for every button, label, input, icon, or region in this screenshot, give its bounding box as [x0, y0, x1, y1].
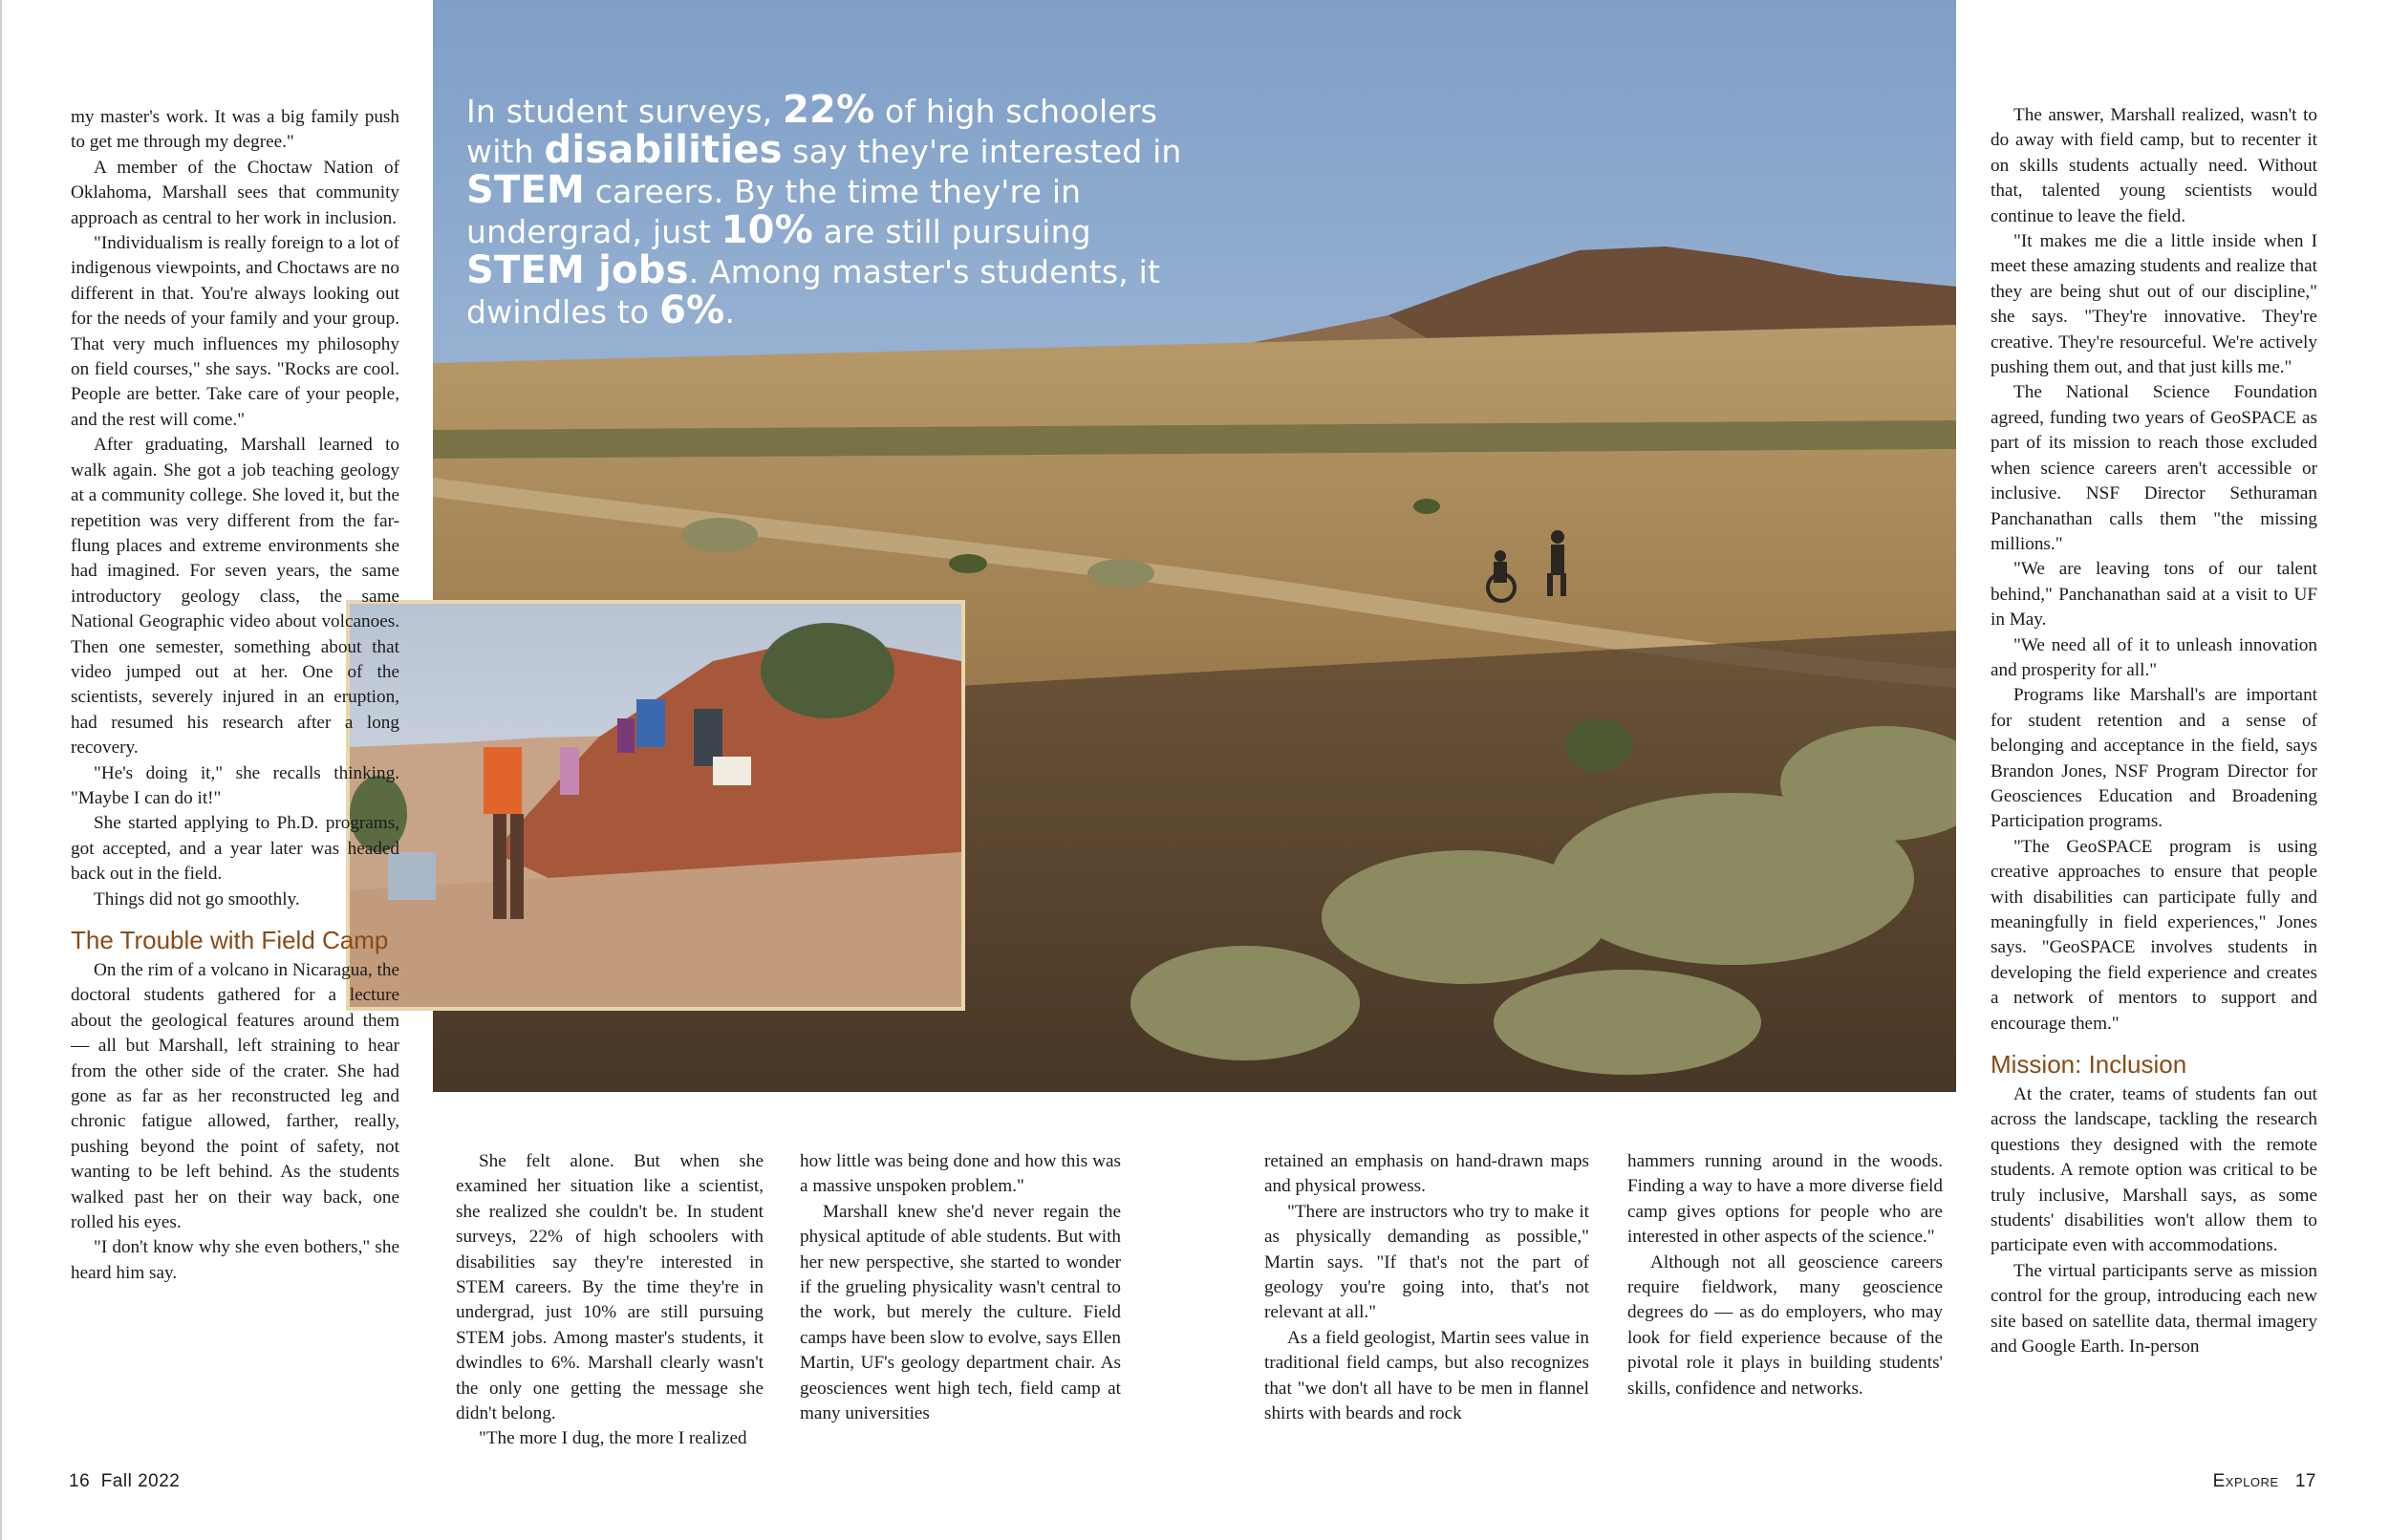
section-heading-trouble: The Trouble with Field Camp [71, 926, 389, 954]
col6-paragraph: Programs like Marshall's are important for student retention and a sense of belonging and acceptance in the field, says Brandon Jones, NSF Program Director for Geosciences Education and Broadening Participation programs. [1991, 685, 2317, 832]
pq-bold-4: 10% [721, 208, 813, 252]
col1-paragraph: A member of the Choctaw Nation of Oklahoma, Marshall sees that community approach as central to her work in inclusion. [71, 157, 399, 228]
column-3 [800, 1149, 1121, 1426]
col6-paragraph: The National Science Foundation agreed, funding two years of GeoSPACE as part of its mission to reach those excluded when science careers aren't accessible or inclusive. NSF Director Sethuraman Panchanathan calls them "the missing millions." [1991, 382, 2317, 554]
col1-paragraph: "Individualism is really foreign to a lot of indigenous viewpoints, and Choctaws are no different in that. You're always looking out for the needs of your family and your group. That very much influences my philosophy on field courses," she says. "Rocks are cool. People are better. Take care of your people, and the rest will come." [71, 233, 399, 430]
pq-bold-1: 22% [783, 88, 875, 132]
column-1 [71, 105, 399, 1286]
col6-paragraph: The virtual participants serve as mission control for the group, introducing each new site based on satellite data, thermal imagery and Google Earth. In-person [1991, 1260, 2317, 1358]
col6-paragraph: At the crater, teams of students fan out across the landscape, tackling the research questions they designed with the remote students. A remote option was critical to be truly inclusive, Marshall says, as some students' disabilities won't allow them to participate even with accommodations. [1991, 1084, 2317, 1256]
pull-quote [466, 88, 1193, 332]
col1-paragraph: Things did not go smoothly. [94, 888, 300, 909]
pq-text-6: . Among master's students, it dwindles to [466, 253, 1161, 331]
inset-photo-students-on-rock [346, 600, 965, 1011]
col3-paragraph: how little was being done and how this was a massive unspoken problem." [800, 1151, 1121, 1197]
col2-paragraph: She felt alone. But when she examined her situation like a scientist, she realized she couldn't be. In student surveys, 22% of high schoolers with disabilities say they're interested in STEM careers. By the time they're in undergrad, just 10% are still pursuing STEM jobs. Among master's students, it dwindles to 6%. Marshall clearly wasn't the only one getting the message she didn't belong. [456, 1151, 764, 1424]
pq-text-7: . [724, 293, 736, 331]
column-4 [1264, 1149, 1589, 1426]
pq-bold-5: STEM jobs [466, 248, 689, 292]
footer-left [69, 1471, 180, 1492]
issue-label: Fall 2022 [100, 1471, 181, 1491]
col3-paragraph: Marshall knew she'd never regain the physical aptitude of able students. But with her new perspective, she started to wonder if the grueling physicality wasn't central to the work, but merely the culture. Field camps have been slow to evolve, says Ellen Martin, UF's geology department chair. As geosciences went high tech, field camp at many universities [800, 1201, 1121, 1424]
col6-paragraph: "It makes me die a little inside when I meet these amazing students and realize that they are being shut out of our discipline," she says. "They're innovative. They're creative. They're resourceful. We're actively pushing them out, and that just kills me." [1991, 231, 2317, 378]
col6-paragraph: "The GeoSPACE program is using creative approaches to ensure that people with disabilities can participate fully and meaningfully in field experiences," Jones says. "GeoSPACE involves students in developing the field experience and creates a network of mentors to support and encourage them." [1991, 836, 2317, 1034]
col4-paragraph: retained an emphasis on hand-drawn maps and physical prowess. [1264, 1151, 1589, 1197]
page-edge [0, 0, 2, 1540]
col1-paragraph: "I don't know why she even bothers," she heard him say. [71, 1237, 399, 1283]
column-5 [1627, 1149, 1943, 1401]
page-number-right: 17 [2294, 1471, 2316, 1491]
col6-paragraph: The answer, Marshall realized, wasn't to do away with field camp, but to recenter it on skills students actually need. Without that, talented young scientists would continue to leave the field. [1991, 105, 2317, 226]
pq-text-2: of high schoolers with [466, 93, 1158, 170]
col1-paragraph: my master's work. It was a big family push to get me through my degree." [71, 107, 399, 153]
col4-paragraph: "There are instructors who try to make it as physically demanding as possible," Martin says. "If that's not the part of geology you're going into, that's not relevant at all." [1264, 1201, 1589, 1323]
pq-text-3: say they're interested in [782, 133, 1182, 170]
pq-text-1: In student surveys, [466, 93, 783, 130]
footer-right [2213, 1471, 2316, 1492]
col1-paragraph: After graduating, Marshall learned to walk again. She got a job teaching geology at a community college. She loved it, but the repetition was very different from the far-flung places and extreme environments she had imagined. For seven years, the same introductory geology class, the same National Geographic video about volcanoes. Then one semester, something about that video jumped out at her. One of the scientists, severely injured in an eruption, had resumed his research after a long recovery. [71, 435, 399, 759]
section-heading-mission: Mission: Inclusion [1991, 1050, 2187, 1080]
col1-paragraph: On the rim of a volcano in Nicaragua, the doctoral students gathered for a lecture about the geological features around them — all but Marshall, left straining to hear from the other side of the crater. She had gone as far as her reconstructed leg and chronic fatigue allowed, farther, really, pushing beyond the point of safety, not wanting to be left behind. As the students walked past her on their way back, one rolled his eyes. [71, 960, 399, 1233]
pq-bold-6: 6% [659, 289, 725, 332]
col6-paragraph: "We need all of it to unleash innovation and prosperity for all." [1991, 634, 2317, 680]
pq-text-5: are still pursuing [812, 213, 1091, 250]
pq-bold-2: disabilities [544, 128, 783, 172]
pq-text-4: careers. By the time they're in undergrad, just [466, 173, 1082, 250]
col2-paragraph: "The more I dug, the more I realized [479, 1428, 747, 1449]
col6-paragraph: "We are leaving tons of our talent behind," Panchanathan said at a visit to UF in May. [1991, 559, 2317, 631]
magazine-name: Explore [2212, 1471, 2279, 1491]
pq-bold-3: STEM [466, 168, 586, 212]
col1-paragraph: She started applying to Ph.D. programs, got accepted, and a year later was headed back out in the field. [71, 813, 399, 885]
page-number-left: 16 [69, 1471, 91, 1491]
col5-paragraph: hammers running around in the woods. Finding a way to have a more diverse field camp gives options for people who are interested in other aspects of the science." [1627, 1151, 1943, 1248]
column-2 [456, 1149, 764, 1452]
col1-paragraph: "He's doing it," she recalls thinking. "Maybe I can do it!" [71, 762, 399, 808]
col4-paragraph: As a field geologist, Martin sees value in traditional field camps, but also recognizes that "we don't all have to be men in flannel shirts with beards and rock [1264, 1327, 1589, 1424]
column-6 [1991, 103, 2317, 1360]
col5-paragraph: Although not all geoscience careers require fieldwork, many geoscience degrees do — as do employers, who may look for field experience because of the pivotal role it plays in building students' skills, confidence and networks. [1627, 1251, 1943, 1399]
